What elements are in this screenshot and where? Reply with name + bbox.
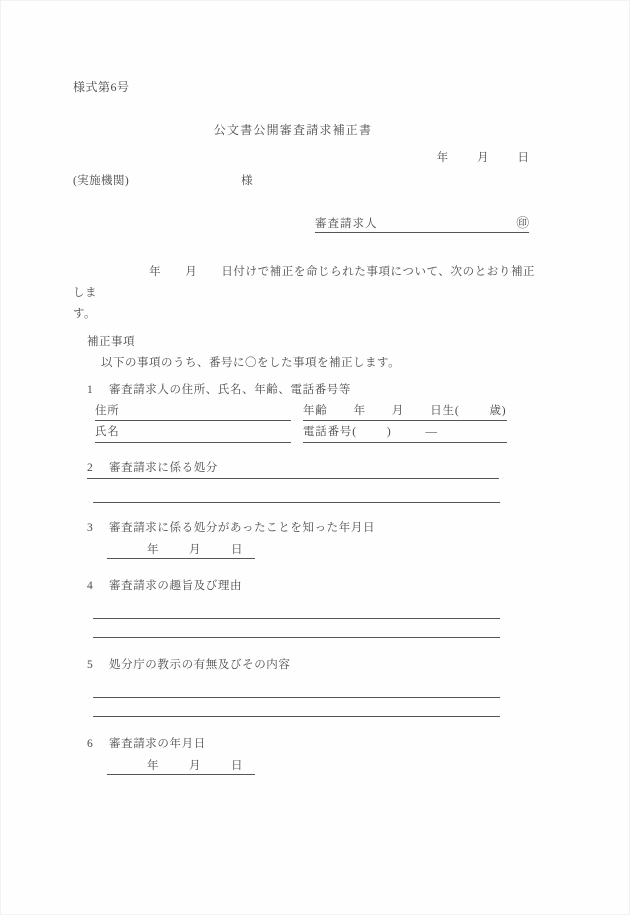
item-2-answer-line-1[interactable] [93,484,500,503]
intro-paragraph [73,262,535,326]
item-6-month-unit: 月 [189,759,201,772]
applicant-label: 審査請求人 [315,217,378,230]
addressee-honorific: 様 [241,174,253,187]
item-5-answer-line-2[interactable] [93,698,500,717]
page-title: 公文書公開審査請求補正書 [213,122,373,137]
item-1-fields [95,403,535,443]
item-6-heading [87,735,535,753]
item-6 [73,735,535,774]
item-5-number: 5 [87,659,94,672]
item-6-date-field[interactable] [107,757,255,775]
item-2-heading[interactable] [87,459,499,479]
item-6-number: 6 [87,738,94,751]
item-2-label: 審査請求に係る処分 [109,461,218,474]
addressee-label: (実施機関) [73,174,130,187]
item-3-label: 審査請求に係る処分があったことを知った年月日 [109,522,376,535]
name-label: 氏名 [95,426,120,439]
item-6-label: 審査請求の年月日 [109,738,206,751]
item-5-answer-line-1[interactable] [93,679,500,698]
item-3-year-unit: 年 [147,543,159,556]
item-5-heading [87,656,535,674]
item-3-heading [87,519,535,537]
item-6-year-unit: 年 [147,759,159,772]
intro-month: 月 [185,265,198,278]
applicant-row [73,215,535,233]
addressee-row [73,172,535,188]
item-4-label: 審査請求の趣旨及び理由 [109,579,243,592]
intro-line-1: 日付けで補正を命じられた事項について、次のとおり補正しま [73,265,535,300]
age-label: 年齢 [303,404,328,417]
header-date-month: 月 [477,151,489,164]
address-field[interactable] [95,403,291,422]
item-3 [73,519,535,558]
phone-dash: ― [425,426,438,439]
phone-label: 電話番号( [303,426,357,439]
intro-line-2: す。 [73,308,96,321]
header-date [73,149,535,165]
item-5-label: 処分庁の教示の有無及びその内容 [109,659,291,672]
title-row [73,121,535,138]
header-date-day: 日 [517,151,529,164]
applicant-signature-field[interactable] [315,215,529,233]
item-6-day-unit: 日 [231,759,243,772]
item-1-heading [87,381,535,399]
item-3-day-unit: 日 [231,543,243,556]
item-4 [73,577,535,638]
age-field[interactable] [303,403,507,422]
name-field[interactable] [95,424,291,443]
item-3-month-unit: 月 [189,543,201,556]
age-year-unit: 年 [353,404,366,417]
address-label: 住所 [95,404,120,417]
item-3-number: 3 [87,522,94,535]
item-4-number: 4 [87,579,94,592]
item-1-number: 1 [87,384,94,397]
item-2 [73,459,535,503]
item-4-answer-line-1[interactable] [93,600,500,619]
document-body [73,79,535,775]
address-age-row [95,403,535,422]
item-1-label: 審査請求人の住所、氏名、年齢、電話番号等 [109,384,351,397]
item-1 [73,381,535,443]
phone-field[interactable] [303,424,507,443]
item-2-number: 2 [87,461,94,474]
form-number: 様式第6号 [73,80,130,94]
item-4-answer-line-2[interactable] [93,619,500,638]
item-5 [73,656,535,717]
item-4-heading [87,577,535,595]
item-3-date-field[interactable] [107,541,255,559]
name-phone-row [95,424,535,443]
section-note: 以下の事項のうち、番号に〇をした事項を補正します。 [101,356,401,369]
age-suffix: 歳) [489,404,507,417]
header-date-year: 年 [436,151,449,164]
section-heading: 補正事項 [87,335,135,348]
age-month-unit: 月 [391,404,405,417]
age-day-born-unit: 日生( [430,404,460,417]
intro-year: 年 [149,265,162,278]
phone-paren-close: ) [386,426,392,439]
seal-icon: ㊞ [516,215,529,230]
